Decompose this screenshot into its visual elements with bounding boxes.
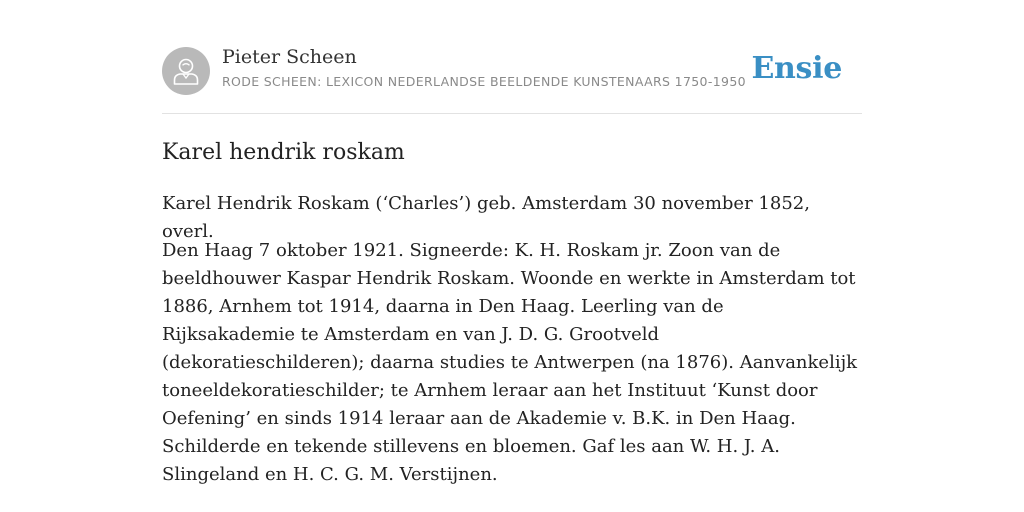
article-header xyxy=(162,44,862,114)
source-label[interactable]: RODE SCHEEN: LEXICON NEDERLANDSE BEELDENDE KUNSTENAARS 1750-1950 xyxy=(222,74,746,89)
author-name[interactable]: Pieter Scheen xyxy=(222,46,357,68)
article-paragraph: Den Haag 7 oktober 1921. Signeerde: K. H. Roskam jr. Zoon van de beeldhouwer Kaspar Hendrik Roskam. Woonde en werkte in Amsterdam tot 1886, Arnhem tot 1914, daarna in Den Haag. Leerling van de Rijksakademie te Amsterdam en van J. D. G. Grootveld (dekoratieschilderen); daarna studies te Antwerpen (na 1876). Aanvankelijk toneeldekoratieschilder; te Arnhem leraar aan het Instituut ‘Kunst door Oefening’ en sinds 1914 leraar aan de Akademie v. B.K. in Den Haag. xyxy=(162,240,858,429)
article-paragraph: Schilderde en tekende stillevens en bloemen. Gaf les aan W. H. J. A. Slingeland en H. C. G. M. Verstijnen. xyxy=(162,436,780,485)
user-icon xyxy=(172,56,200,86)
article-title: Karel hendrik roskam xyxy=(162,140,405,165)
article-paragraph: Karel Hendrik Roskam (‘Charles’) geb. Amsterdam 30 november 1852, overl. xyxy=(162,193,810,242)
author-avatar[interactable] xyxy=(162,47,210,95)
article-card xyxy=(162,44,862,485)
ensie-logo[interactable]: Ensie xyxy=(751,51,842,86)
